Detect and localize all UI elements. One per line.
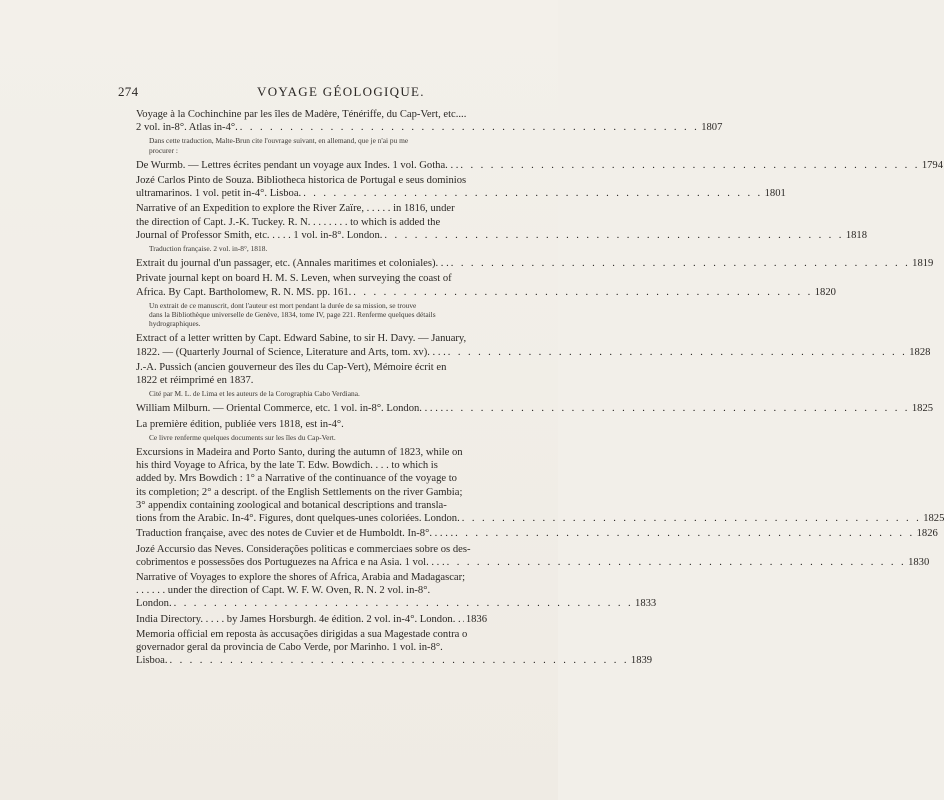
entry-year: 1826 bbox=[916, 528, 938, 540]
entry-year: 1828 bbox=[909, 346, 931, 358]
entry-text-line: Extract of a letter written by Capt. Edward Sabine, to sir H. Davy. — January, bbox=[136, 333, 467, 345]
entry-text-line: added by. Mrs Bowdich : 1° a Narrative of the continuance of the voyage to bbox=[136, 473, 457, 485]
entry-year: 1807 bbox=[701, 122, 723, 134]
bibliography-entry bbox=[136, 613, 487, 626]
bibliography-entry bbox=[136, 418, 487, 431]
note-line: procurer : bbox=[149, 145, 178, 155]
entry-last-line bbox=[136, 229, 868, 242]
entry-text-line: 2 vol. in-8°. Atlas in-4°. bbox=[136, 122, 238, 134]
entry-text-line: J.-A. Pussich (ancien gouverneur des îles du Cap-Vert), Mémoire écrit en bbox=[136, 361, 447, 373]
entry-text-line: London. bbox=[136, 598, 172, 610]
entry-text-line: Extrait du journal d'un passager, etc. (Annales maritimes et coloniales). . . bbox=[136, 258, 449, 270]
entry-text-line: Jozé Accursio das Neves. Considerações politicas e commerciaes sobre os des- bbox=[136, 543, 471, 555]
bibliography-entry bbox=[136, 174, 786, 200]
bibliography-entry bbox=[136, 257, 934, 270]
entry-text-line: Narrative of Voyages to explore the shores of Africa, Arabia and Madagascar; bbox=[136, 571, 466, 583]
dot-leader: . . . . . . . . . . . . . . . . . . . . . . . . . . . . . . . . . . . . . . . . . . . . . . bbox=[169, 655, 629, 667]
dot-leader: . . . . . . . . . . . . . . . . . . . . . . . . . . . . . . . . . . . . . . . . . . . . . . bbox=[353, 286, 813, 298]
bibliography-entry bbox=[136, 202, 868, 242]
entry-last-line bbox=[136, 346, 931, 359]
bibliography-entry bbox=[136, 332, 931, 358]
dot-leader: . . . . . . . . . . . . . . . . . . . . . . . . . . . . . . . . . . . . . . . . . . . . . . bbox=[239, 122, 700, 134]
entry-last-line bbox=[136, 597, 657, 610]
entry-text-line: governador geral da provincia de Cabo Verde, por Marinho. 1 vol. in-8°. bbox=[136, 641, 443, 653]
dot-leader bbox=[463, 613, 464, 626]
entry-text-line: William Milburn. — Oriental Commerce, etc. 1 vol. in-8°. London. . . . . . bbox=[136, 403, 449, 415]
bibliography-entry bbox=[136, 108, 723, 134]
entry-text-line: cobrimentos e possessões dos Portuguezes na Africa e na Asia. 1 vol. . . . bbox=[136, 556, 445, 568]
bibliography-list bbox=[136, 108, 944, 669]
entry-text-line: Excursions in Madeira and Porto Santo, during the autumn of 1823, while on bbox=[136, 447, 463, 459]
entry-text-line: Africa. By Capt. Bartholomew, R. N. MS. pp. 161. bbox=[136, 286, 352, 298]
note-line: Dans cette traduction, Malte-Brun cite l'ouvrage suivant, en allemand, que je n'ai pu me bbox=[149, 136, 409, 146]
entry-text-line: Memoria official em reposta às accusações dirigidas a sua Magestade contra o bbox=[136, 628, 468, 640]
bibliography-entry bbox=[136, 571, 657, 611]
entry-text-line: De Wurmb. — Lettres écrites pendant un voyage aux Indes. 1 vol. Gotha. . . bbox=[136, 159, 459, 171]
entry-last-line bbox=[136, 121, 723, 134]
page-number: 274 bbox=[118, 84, 139, 99]
dot-leader: . . . . . . . . . . . . . . . . . . . . . . . . . . . . . . . . . . . . . . . . . . . . . . bbox=[450, 403, 910, 415]
dot-leader: . . . . . . . . . . . . . . . . . . . . . . . . . . . . . . . . . . . . . . . . . . . . . . bbox=[461, 513, 922, 525]
entry-year: 1825 bbox=[911, 403, 934, 415]
entry-text-line: . . . . . . under the direction of Capt. W. F. W. Oven, R. N. 2 vol. in-8°. bbox=[136, 585, 431, 597]
entry-year: 1819 bbox=[912, 258, 934, 270]
entry-last-line bbox=[136, 257, 934, 270]
bibliography-entry bbox=[136, 446, 944, 525]
entry-year: 1820 bbox=[814, 286, 836, 298]
entry-year: 1801 bbox=[764, 188, 786, 200]
entry-year: 1830 bbox=[908, 556, 930, 568]
entry-last-line bbox=[136, 527, 938, 540]
entry-year: 1818 bbox=[845, 229, 868, 241]
entry-text-line: Lisboa. bbox=[136, 655, 168, 667]
entry-year: 1836 bbox=[465, 613, 487, 625]
dot-leader: . . . . . . . . . . . . . . . . . . . . . . . . . . . . . . . . . . . . . . . . . . . . . . bbox=[384, 229, 844, 241]
note-line: Traduction française. 2 vol. in-8°, 1818. bbox=[149, 244, 268, 254]
entry-text-line: La première édition, publiée vers 1818, est in-4°. bbox=[136, 418, 344, 430]
page-header bbox=[118, 84, 488, 100]
dot-leader: . . . . . . . . . . . . . . . . . . . . . . . . . . . . . . . . . . . . . . . . . . . . . . bbox=[303, 188, 763, 200]
note-line: Cité par M. L. de Lima et les auteurs de la Corographia Cabo Verdiana. bbox=[149, 389, 360, 399]
entry-text-line: Jozé Carlos Pinto de Souza. Bibliotheca historica de Portugal e seus dominios bbox=[136, 175, 467, 187]
dot-leader: . . . . . . . . . . . . . . . . . . . . . . . . . . . . . . . . . . . . . . . . . . . . . . bbox=[447, 346, 908, 358]
note-line: Ce livre renferme quelques documents sur les îles du Cap-Vert. bbox=[149, 432, 336, 442]
entry-text-line: his third Voyage to Africa, by the late T. Edw. Bowdich. . . . to which is bbox=[136, 460, 438, 472]
note-line: hydrographiques. bbox=[149, 319, 201, 329]
entry-last-line bbox=[136, 187, 786, 200]
bibliography-entry bbox=[136, 543, 930, 569]
dot-leader: . . . . . . . . . . . . . . . . . . . . . . . . . . . . . . . . . . . . . . . . . . . . . . bbox=[455, 528, 915, 540]
dot-leader: . . . . . . . . . . . . . . . . . . . . . . . . . . . . . . . . . . . . . . . . . . . . . . bbox=[446, 556, 907, 568]
entry-text-line: its completion; 2° a descript. of the English Settlements on the river Gambia; bbox=[136, 486, 463, 498]
entry-note bbox=[149, 433, 487, 442]
entry-year: 1825 bbox=[923, 513, 944, 525]
note-line: Un extrait de ce manuscrit, dont l'auteur est mort pendant la durée de sa mission, se trouve bbox=[149, 300, 417, 310]
entry-note bbox=[149, 136, 487, 154]
entry-text-line: India Directory. . . . . by James Horsburgh. 4e édition. 2 vol. in-4°. London. . bbox=[136, 613, 461, 625]
entry-last-line bbox=[136, 286, 836, 299]
bibliography-entry bbox=[136, 628, 653, 668]
entry-last-line bbox=[136, 613, 487, 626]
entry-text-line: the direction of Capt. J.-K. Tuckey. R. N. . . . . . . . to which is added the bbox=[136, 216, 441, 228]
entry-last-line bbox=[136, 402, 934, 415]
entry-note bbox=[149, 244, 487, 253]
entry-text-line: tions from the Arabic. In-4°. Figures, dont quelques-unes coloriées. London. bbox=[136, 513, 460, 525]
bibliography-entry bbox=[136, 159, 944, 172]
entry-year: 1839 bbox=[630, 655, 653, 667]
bibliography-entry bbox=[136, 361, 487, 387]
entry-last-line bbox=[136, 654, 653, 667]
entry-year: 1794 bbox=[921, 159, 944, 171]
dot-leader: . . . . . . . . . . . . . . . . . . . . . . . . . . . . . . . . . . . . . . . . . . . . . . bbox=[450, 258, 911, 270]
bibliography-entry bbox=[136, 272, 836, 298]
entry-year: 1833 bbox=[635, 598, 657, 610]
bibliography-entry bbox=[136, 527, 938, 540]
dot-leader: . . . . . . . . . . . . . . . . . . . . . . . . . . . . . . . . . . . . . . . . . . . . . . bbox=[460, 159, 920, 171]
entry-text-line: 1822 et réimprimé en 1837. bbox=[136, 375, 254, 387]
entry-last-line bbox=[136, 512, 944, 525]
entry-text-line: Voyage à la Cochinchine par les îles de Madère, Ténériffe, du Cap-Vert, etc.... bbox=[136, 109, 467, 120]
entry-text-line: Traduction française, avec des notes de Cuvier et de Humboldt. In-8°. . . . . bbox=[136, 528, 454, 540]
entry-note bbox=[149, 389, 487, 398]
entry-text-line: 3° appendix containing zoological and botanical descriptions and transla- bbox=[136, 499, 447, 511]
entry-text-line: ultramarinos. 1 vol. petit in-4°. Lisboa. bbox=[136, 188, 302, 200]
running-title: VOYAGE GÉOLOGIQUE. bbox=[257, 84, 425, 99]
entry-text-line: Journal of Professor Smith, etc. . . . . 1 vol. in-8°. London. bbox=[136, 229, 383, 241]
dot-leader: . . . . . . . . . . . . . . . . . . . . . . . . . . . . . . . . . . . . . . . . . . . . . . bbox=[173, 598, 634, 610]
entry-last-line bbox=[136, 159, 944, 172]
bibliography-entry bbox=[136, 402, 934, 415]
entry-last-line bbox=[136, 556, 930, 569]
entry-text-line: 1822. — (Quarterly Journal of Science, Literature and Arts, tom. xv). . . . bbox=[136, 346, 446, 358]
note-line: dans la Bibliothèque universelle de Genève, 1834, tome IV, page 221. Renferme quelques détails bbox=[149, 310, 436, 320]
entry-note bbox=[149, 301, 487, 329]
entry-text-line: Private journal kept on board H. M. S. Leven, when surveying the coast of bbox=[136, 273, 452, 285]
entry-text-line: Narrative of an Expedition to explore the River Zaïre, . . . . . in 1816, under bbox=[136, 203, 455, 215]
